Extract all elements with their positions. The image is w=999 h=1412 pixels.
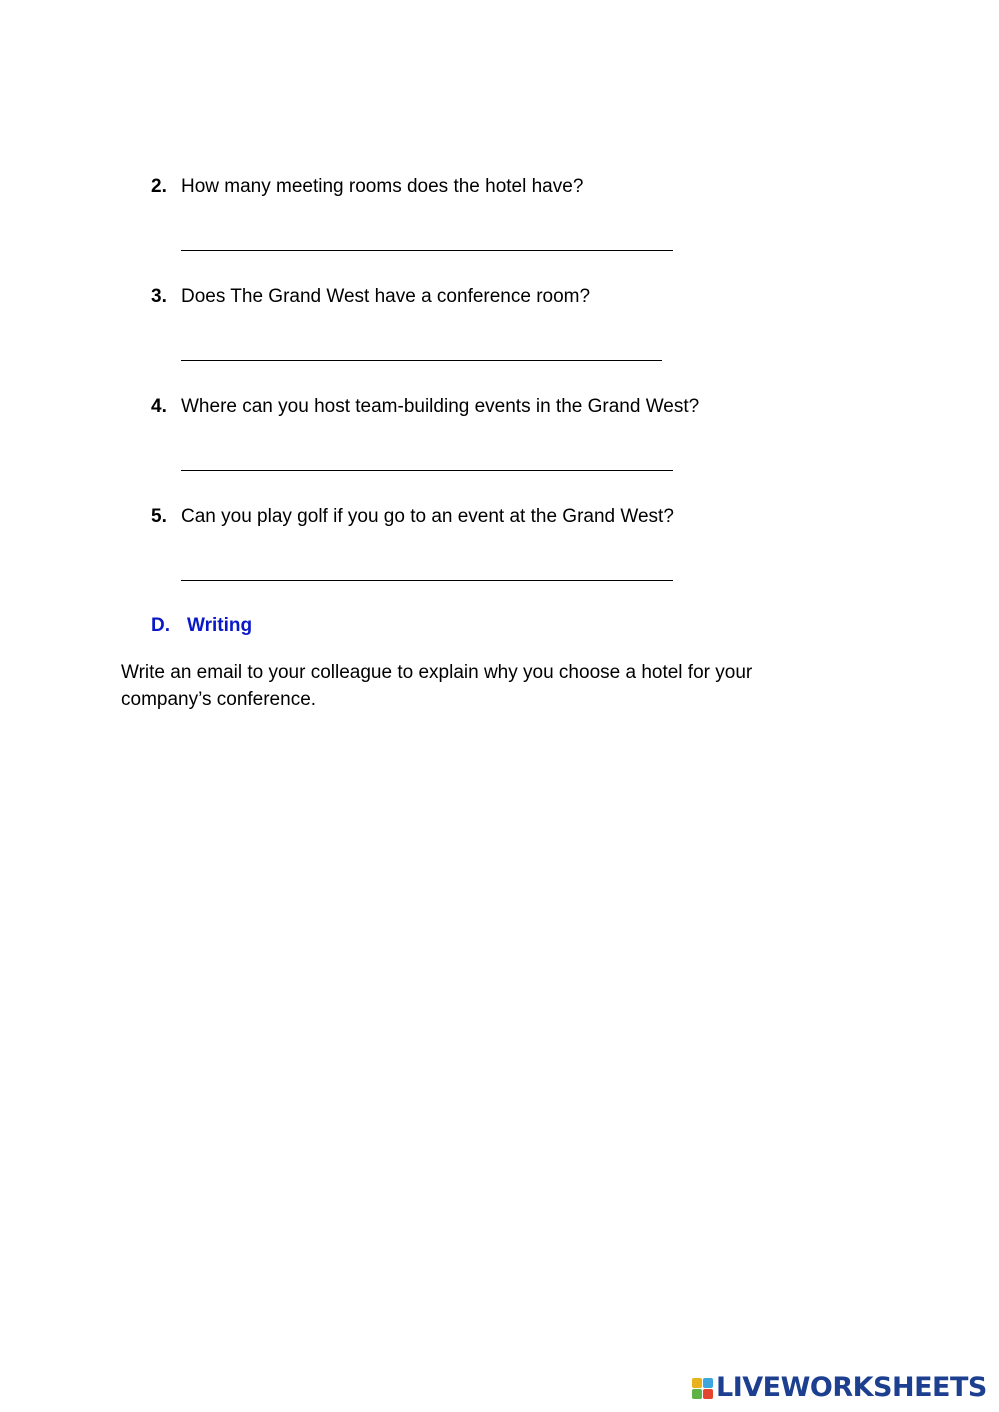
section-letter: D. [151,615,170,636]
question-number: 2. [151,176,167,197]
question-number: 3. [151,286,167,307]
answer-line[interactable] [181,580,673,581]
section-title: Writing [187,615,253,636]
question-text: Does The Grand West have a conference room? [181,286,591,307]
logo-text: LIVEWORKSHEETS [716,1372,987,1403]
question-text: Where can you host team-building events in the Grand West? [181,396,700,417]
question-number: 5. [151,506,167,527]
question-text: Can you play golf if you go to an event at the Grand West? [181,506,674,527]
answer-line[interactable] [181,250,673,251]
writing-instructions: Write an email to your colleague to explain why you choose a hotel for your company’s conference. [121,662,753,710]
liveworksheets-logo-icon [692,1378,713,1399]
answer-line[interactable] [181,470,673,471]
question-item [0,505,999,535]
question-item [0,395,999,425]
liveworksheets-logo [692,1373,987,1403]
question-item [0,285,999,315]
section-heading [151,613,252,639]
answer-line[interactable] [181,360,662,361]
question-text: How many meeting rooms does the hotel have? [181,176,584,197]
question-number: 4. [151,396,167,417]
question-item [0,175,999,205]
